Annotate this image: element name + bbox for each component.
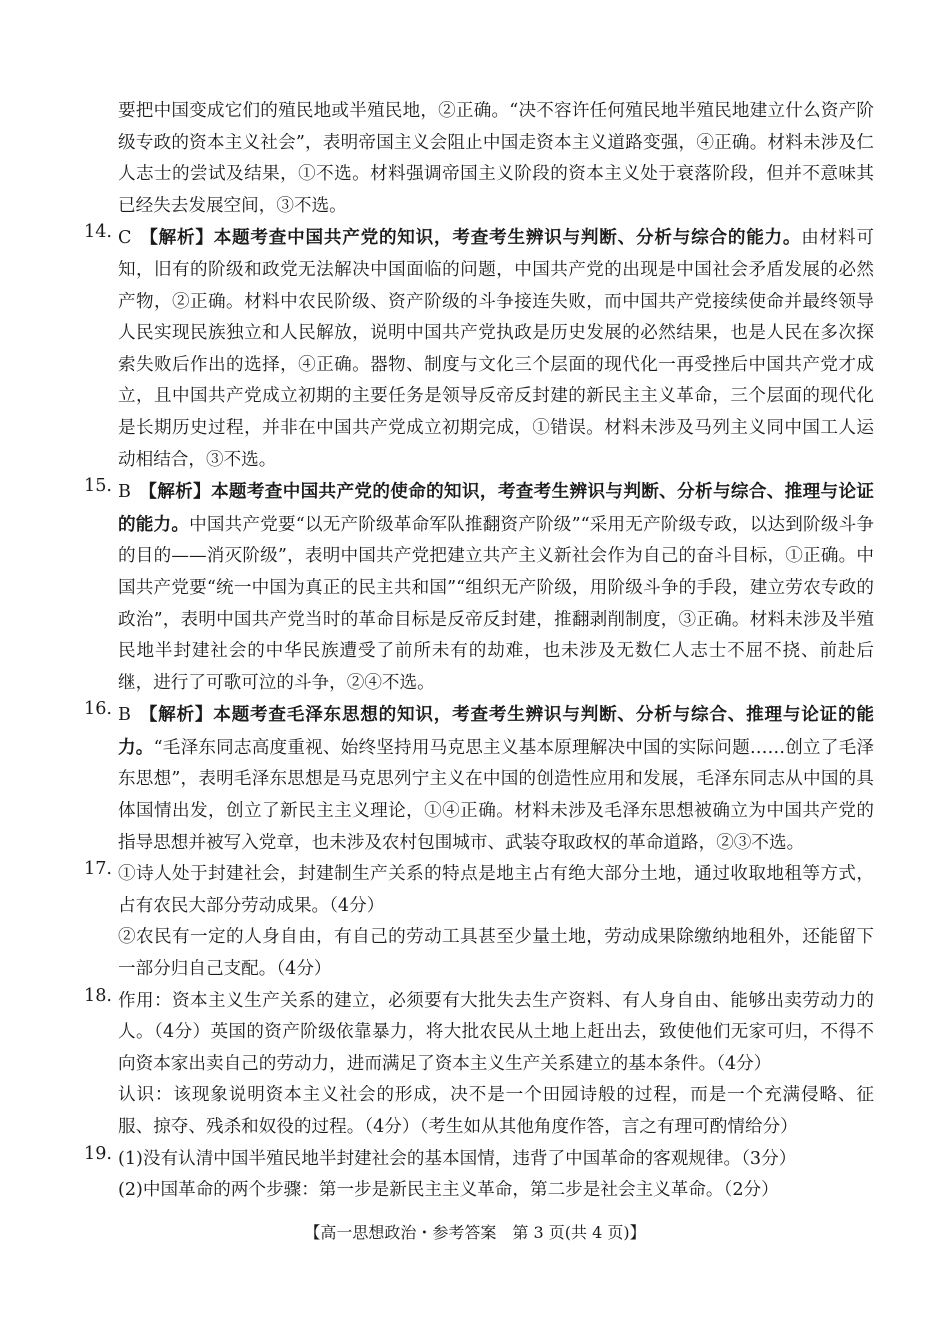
question-number: 15. <box>84 476 112 497</box>
question-number: 19. <box>84 1143 112 1164</box>
answer-part-1: 作用：资本主义生产关系的建立，必须要有大批失去生产资料、有人身自由、能够出卖劳动力的人。（4分）英国的资产阶级依靠暴力，将大批农民从土地上赶出去，致使他们无家可归，不得不向资本家出卖自己的劳动力，进而满足了资本主义生产关系建立的基本条件。（4分） <box>118 990 874 1074</box>
question-15 <box>84 476 874 699</box>
analysis-text: 由材料可知，旧有的阶级和政党无法解决中国面临的问题，中国共产党的出现是中国社会矛盾发展的必然产物，②正确。材料中农民阶级、资产阶级的斗争接连失败，而中国共产党接续使命并最终领导人民实现民族独立和人民解放，说明中国共产党执政是历史发展的必然结果，也是人民在多次探索失败后作出的选择，④正确。器物、制度与文化三个层面的现代化一再受挫后中国共产党才成立，且中国共产党成立初期的主要任务是领导反帝反封建的新民主主义革命，三个层面的现代化是长期历史过程，并非在中国共产党成立初期完成，①错误。材料未涉及马列主义同中国工人运动相结合，③不选。 <box>118 228 874 470</box>
question-body <box>118 1144 874 1207</box>
answer-letter: B <box>118 705 131 726</box>
question-number: 17. <box>84 859 112 880</box>
question-body <box>118 476 874 699</box>
question-number: 16. <box>84 699 112 720</box>
question-number: 18. <box>84 985 112 1006</box>
answer-content <box>84 96 874 1207</box>
analysis-tag: 【解析】 <box>138 481 211 503</box>
analysis-tag: 【解析】 <box>139 227 214 249</box>
question-number: 14. <box>84 222 112 243</box>
analysis-summary: 本题考查中国共产党的使命的知识，考查考生辨识与判断、分析与综合、推理与论证的能力。 <box>118 481 874 535</box>
question-body <box>118 859 874 985</box>
question-body <box>118 699 874 859</box>
answer-part-2: 认识：该现象说明资本主义社会的形成，决不是一个田园诗般的过程，而是一个充满侵略、征服、掠夺、残杀和奴役的过程。（4分）（考生如从其他角度作答，言之有理可酌情给分） <box>118 1085 874 1137</box>
analysis-tag: 【解析】 <box>138 704 214 726</box>
answer-letter: B <box>118 482 131 503</box>
question-19 <box>84 1144 874 1207</box>
analysis-summary: 本题考查中国共产党的知识，考查考生辨识与判断、分析与综合的能力。 <box>213 227 802 249</box>
analysis-text: 中国共产党要“以无产阶级革命军队推翻资产阶级”“采用无产阶级专政，以达到阶级斗争的目的——消灭阶级”，表明中国共产党把建立共产主义新社会作为自己的奋斗目标，①正确。中国共产党要“统一中国为真正的民主共和国”“组织无产阶级，用阶级斗争的手段，建立劳农专政的政治”，表明中国共产党当时的革命目标是反帝反封建，推翻剥削制度，③正确。材料未涉及半殖民地半封建社会的中华民族遭受了前所未有的劫难，也未涉及无数仁人志士不屈不挠、前赴后继，进行了可歌可泣的斗争，②④不选。 <box>118 514 874 693</box>
question-body <box>118 222 874 476</box>
page-footer: 【高一思想政治・参考答案 第 3 页(共 4 页)】 <box>304 1223 646 1242</box>
answer-part-1: ①诗人处于封建社会，封建制生产关系的特点是地主占有绝大部分土地，通过收取地租等方式，占有农民大部分劳动成果。（4分） <box>118 864 874 916</box>
question-16 <box>84 699 874 859</box>
continued-paragraph: 要把中国变成它们的殖民地或半殖民地，②正确。“决不容许任何殖民地半殖民地建立什么资产阶级专政的资本主义社会”，表明帝国主义会阻止中国走资本主义道路变强，④正确。材料未涉及仁人志士的尝试及结果，①不选。材料强调帝国主义阶段的资本主义处于衰落阶段，但并不意味其已经失去发展空间，③不选。 <box>118 101 874 216</box>
answer-part-1: (1)没有认清中国半殖民地半封建社会的基本国情，违背了中国革命的客观规律。（3分） <box>118 1148 797 1169</box>
answer-letter: C <box>118 228 132 249</box>
analysis-summary: 本题考查毛泽东思想的知识，考查考生辨识与判断、分析与综合、推理与论证的能力。 <box>118 704 874 758</box>
question-17 <box>84 859 874 985</box>
analysis-text: “毛泽东同志高度重视、始终坚持用马克思主义基本原理解决中国的实际问题……创立了毛泽东思想”，表明毛泽东思想是马克思列宁主义在中国的创造性应用和发展，毛泽东同志从中国的具体国情出发，创立了新民主主义理论，①④正确。材料未涉及毛泽东思想被确立为中国共产党的指导思想并被写入党章，也未涉及农村包围城市、武装夺取政权的革命道路，②③不选。 <box>118 737 874 853</box>
question-body <box>118 986 874 1144</box>
question-14 <box>84 222 874 476</box>
answer-part-2: (2)中国革命的两个步骤：第一步是新民主主义革命，第二步是社会主义革命。（2分） <box>118 1180 779 1201</box>
question-18 <box>84 986 874 1144</box>
answer-part-2: ②农民有一定的人身自由，有自己的劳动工具甚至少量土地，劳动成果除缴纳地租外，还能留下一部分归自己支配。（4分） <box>118 927 874 980</box>
